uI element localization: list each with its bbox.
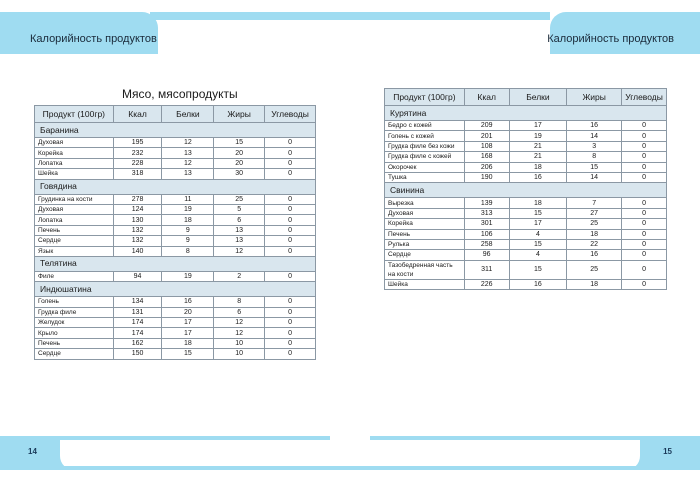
protein-cell: 16 [509, 172, 567, 182]
carbs-cell: 0 [622, 229, 667, 239]
column-header-product: Продукт (100гр) [35, 106, 114, 123]
column-header-carbs: Углеводы [622, 89, 667, 106]
protein-cell: 18 [509, 162, 567, 172]
kcal-cell: 162 [113, 338, 162, 348]
footer-divider [60, 466, 640, 470]
carbs-cell: 0 [622, 250, 667, 260]
protein-cell: 12 [162, 158, 214, 168]
table-row [385, 260, 667, 279]
protein-cell: 13 [162, 169, 214, 179]
protein-cell: 9 [162, 225, 214, 235]
product-cell: Шейка [385, 279, 465, 289]
fat-cell: 22 [567, 239, 622, 249]
fat-cell: 16 [567, 250, 622, 260]
product-cell: Рулька [385, 239, 465, 249]
table-row [35, 271, 316, 281]
table-row [35, 349, 316, 359]
protein-cell: 17 [509, 121, 567, 131]
carbs-cell: 0 [265, 271, 316, 281]
product-cell: Филе [35, 271, 114, 281]
kcal-cell: 134 [113, 297, 162, 307]
kcal-cell: 232 [113, 148, 162, 158]
column-header-carbs: Углеводы [265, 106, 316, 123]
protein-cell: 4 [509, 229, 567, 239]
carbs-cell: 0 [265, 158, 316, 168]
column-header-kcal: Ккал [464, 89, 509, 106]
kcal-cell: 174 [113, 328, 162, 338]
fat-cell: 18 [567, 229, 622, 239]
category-row [35, 282, 316, 297]
carbs-cell: 0 [265, 169, 316, 179]
fat-cell: 8 [567, 152, 622, 162]
carbs-cell: 0 [622, 141, 667, 151]
table-header-row [385, 89, 667, 106]
carbs-cell: 0 [265, 307, 316, 317]
category-label: Индюшатина [35, 282, 316, 297]
fat-cell: 25 [567, 260, 622, 279]
product-cell: Сердце [35, 236, 114, 246]
protein-cell: 21 [509, 141, 567, 151]
fat-cell: 5 [214, 204, 265, 214]
fat-cell: 25 [214, 194, 265, 204]
column-header-protein: Белки [162, 106, 214, 123]
carbs-cell: 0 [622, 208, 667, 218]
carbs-cell: 0 [265, 236, 316, 246]
protein-cell: 18 [162, 338, 214, 348]
kcal-cell: 106 [464, 229, 509, 239]
protein-cell: 19 [162, 271, 214, 281]
kcal-cell: 195 [113, 138, 162, 148]
table-row [35, 236, 316, 246]
kcal-cell: 139 [464, 198, 509, 208]
protein-cell: 17 [162, 328, 214, 338]
table-header-row [35, 106, 316, 123]
table-row [385, 208, 667, 218]
kcal-cell: 226 [464, 279, 509, 289]
kcal-cell: 132 [113, 225, 162, 235]
category-row [35, 256, 316, 271]
kcal-cell: 201 [464, 131, 509, 141]
table-row [385, 219, 667, 229]
carbs-cell: 0 [265, 328, 316, 338]
protein-cell: 9 [162, 236, 214, 246]
table-row [385, 250, 667, 260]
right-page-number: 15 [663, 447, 672, 456]
protein-cell: 4 [509, 250, 567, 260]
table-row [35, 158, 316, 168]
product-cell: Лопатка [35, 215, 114, 225]
carbs-cell: 0 [622, 121, 667, 131]
fat-cell: 13 [214, 236, 265, 246]
fat-cell: 6 [214, 215, 265, 225]
product-cell: Голень [35, 297, 114, 307]
carbs-cell: 0 [622, 260, 667, 279]
carbs-cell: 0 [622, 239, 667, 249]
carbs-cell: 0 [265, 215, 316, 225]
table-row [385, 131, 667, 141]
product-cell: Голень с кожей [385, 131, 465, 141]
fat-cell: 7 [567, 198, 622, 208]
table-row [385, 172, 667, 182]
kcal-cell: 150 [113, 349, 162, 359]
table-row [35, 225, 316, 235]
carbs-cell: 0 [265, 194, 316, 204]
kcal-cell: 258 [464, 239, 509, 249]
table-row [385, 279, 667, 289]
protein-cell: 15 [162, 349, 214, 359]
fat-cell: 15 [567, 162, 622, 172]
kcal-cell: 228 [113, 158, 162, 168]
product-cell: Печень [35, 225, 114, 235]
kcal-cell: 130 [113, 215, 162, 225]
product-cell: Духовая [35, 204, 114, 214]
fat-cell: 10 [214, 338, 265, 348]
kcal-cell: 168 [464, 152, 509, 162]
right-table-body [385, 106, 667, 290]
fat-cell: 13 [214, 225, 265, 235]
left-table-body [35, 123, 316, 360]
product-cell: Язык [35, 246, 114, 256]
fat-cell: 25 [567, 219, 622, 229]
table-row [35, 138, 316, 148]
carbs-cell: 0 [265, 225, 316, 235]
carbs-cell: 0 [265, 349, 316, 359]
table-row [35, 169, 316, 179]
product-cell: Духовая [385, 208, 465, 218]
product-cell: Грудка филе без кожи [385, 141, 465, 151]
column-header-protein: Белки [509, 89, 567, 106]
protein-cell: 17 [162, 318, 214, 328]
fat-cell: 12 [214, 246, 265, 256]
protein-cell: 18 [509, 198, 567, 208]
category-row [35, 179, 316, 194]
protein-cell: 11 [162, 194, 214, 204]
table-row [385, 121, 667, 131]
carbs-cell: 0 [622, 198, 667, 208]
kcal-cell: 311 [464, 260, 509, 279]
carbs-cell: 0 [622, 219, 667, 229]
protein-cell: 16 [162, 297, 214, 307]
carbs-cell: 0 [265, 297, 316, 307]
fat-cell: 8 [214, 297, 265, 307]
product-cell: Грудка филе с кожей [385, 152, 465, 162]
table-row [35, 318, 316, 328]
kcal-cell: 132 [113, 236, 162, 246]
kcal-cell: 96 [464, 250, 509, 260]
protein-cell: 13 [162, 148, 214, 158]
product-cell: Сердце [385, 250, 465, 260]
header-cutout [158, 20, 550, 60]
category-row [385, 183, 667, 198]
protein-cell: 21 [509, 152, 567, 162]
table-row [35, 338, 316, 348]
protein-cell: 8 [162, 246, 214, 256]
fat-cell: 30 [214, 169, 265, 179]
category-label: Курятина [385, 106, 667, 121]
carbs-cell: 0 [622, 131, 667, 141]
section-title: Мясо, мясопродукты [122, 87, 238, 101]
table-row [35, 194, 316, 204]
product-cell: Вырезка [385, 198, 465, 208]
table-row [385, 141, 667, 151]
table-row [35, 246, 316, 256]
category-label: Говядина [35, 179, 316, 194]
protein-cell: 15 [509, 208, 567, 218]
kcal-cell: 313 [464, 208, 509, 218]
fat-cell: 12 [214, 328, 265, 338]
protein-cell: 17 [509, 219, 567, 229]
product-cell: Лопатка [35, 158, 114, 168]
fat-cell: 2 [214, 271, 265, 281]
product-cell: Тушка [385, 172, 465, 182]
header-divider [150, 12, 550, 20]
kcal-cell: 301 [464, 219, 509, 229]
fat-cell: 16 [567, 121, 622, 131]
kcal-cell: 140 [113, 246, 162, 256]
kcal-cell: 209 [464, 121, 509, 131]
kcal-cell: 124 [113, 204, 162, 214]
protein-cell: 19 [162, 204, 214, 214]
product-cell: Тазобедренная часть на кости [385, 260, 465, 279]
carbs-cell: 0 [622, 279, 667, 289]
fat-cell: 10 [214, 349, 265, 359]
table-row [385, 229, 667, 239]
carbs-cell: 0 [622, 172, 667, 182]
product-cell: Грудка филе [35, 307, 114, 317]
kcal-cell: 94 [113, 271, 162, 281]
table-row [385, 152, 667, 162]
fat-cell: 20 [214, 158, 265, 168]
table-row [35, 204, 316, 214]
left-page-header-title: Калорийность продуктов [30, 33, 157, 45]
product-cell: Бедро с кожей [385, 121, 465, 131]
category-label: Телятина [35, 256, 316, 271]
kcal-cell: 108 [464, 141, 509, 151]
carbs-cell: 0 [265, 246, 316, 256]
category-row [385, 106, 667, 121]
category-label: Свинина [385, 183, 667, 198]
carbs-cell: 0 [265, 318, 316, 328]
table-row [35, 307, 316, 317]
kcal-cell: 278 [113, 194, 162, 204]
category-label: Баранина [35, 123, 316, 138]
protein-cell: 15 [509, 260, 567, 279]
table-row [385, 239, 667, 249]
column-header-fat: Жиры [567, 89, 622, 106]
product-cell: Окорочек [385, 162, 465, 172]
protein-cell: 18 [162, 215, 214, 225]
protein-cell: 12 [162, 138, 214, 148]
protein-cell: 19 [509, 131, 567, 141]
product-cell: Печень [35, 338, 114, 348]
column-header-kcal: Ккал [113, 106, 162, 123]
product-cell: Печень [385, 229, 465, 239]
protein-cell: 20 [162, 307, 214, 317]
table-row [35, 215, 316, 225]
product-cell: Желудок [35, 318, 114, 328]
kcal-cell: 131 [113, 307, 162, 317]
fat-cell: 15 [214, 138, 265, 148]
carbs-cell: 0 [622, 152, 667, 162]
fat-cell: 14 [567, 131, 622, 141]
carbs-cell: 0 [622, 162, 667, 172]
right-calorie-table [384, 88, 667, 290]
carbs-cell: 0 [265, 148, 316, 158]
product-cell: Корейка [35, 148, 114, 158]
kcal-cell: 206 [464, 162, 509, 172]
kcal-cell: 190 [464, 172, 509, 182]
product-cell: Шейка [35, 169, 114, 179]
column-header-product: Продукт (100гр) [385, 89, 465, 106]
fat-cell: 18 [567, 279, 622, 289]
category-row [35, 123, 316, 138]
right-page-header-title: Калорийность продуктов [547, 33, 674, 45]
fat-cell: 27 [567, 208, 622, 218]
table-row [385, 198, 667, 208]
carbs-cell: 0 [265, 138, 316, 148]
kcal-cell: 174 [113, 318, 162, 328]
carbs-cell: 0 [265, 204, 316, 214]
product-cell: Сердце [35, 349, 114, 359]
table-row [35, 148, 316, 158]
fat-cell: 20 [214, 148, 265, 158]
kcal-cell: 318 [113, 169, 162, 179]
protein-cell: 15 [509, 239, 567, 249]
carbs-cell: 0 [265, 338, 316, 348]
table-row [35, 297, 316, 307]
product-cell: Крыло [35, 328, 114, 338]
product-cell: Грудинка на кости [35, 194, 114, 204]
column-header-fat: Жиры [214, 106, 265, 123]
left-calorie-table [34, 105, 316, 360]
table-row [385, 162, 667, 172]
product-cell: Корейка [385, 219, 465, 229]
product-cell: Духовая [35, 138, 114, 148]
fat-cell: 12 [214, 318, 265, 328]
left-page-number: 14 [28, 447, 37, 456]
fat-cell: 14 [567, 172, 622, 182]
protein-cell: 16 [509, 279, 567, 289]
fat-cell: 6 [214, 307, 265, 317]
fat-cell: 3 [567, 141, 622, 151]
table-row [35, 328, 316, 338]
